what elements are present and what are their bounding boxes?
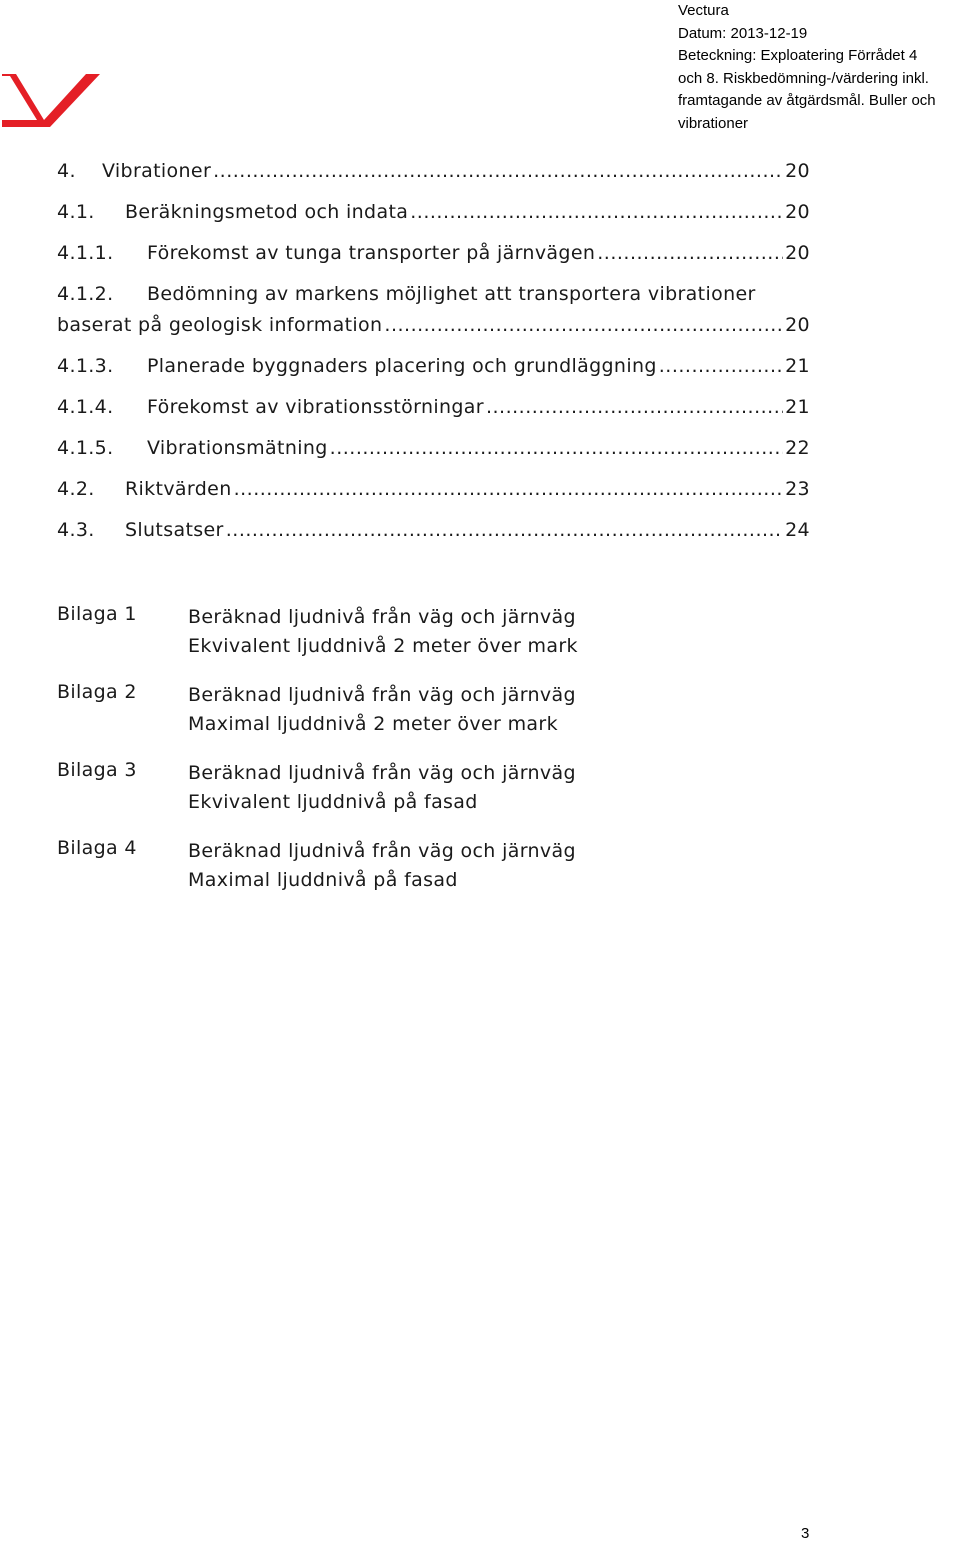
appendix-label: Bilaga 4 <box>57 837 137 859</box>
toc-leader <box>234 478 784 500</box>
vectura-logo-icon <box>2 74 100 132</box>
toc-page-number: 21 <box>785 355 810 377</box>
toc-title: Vibrationsmätning <box>147 437 328 459</box>
toc-number: 4. <box>57 160 76 182</box>
toc-number: 4.1. <box>57 201 95 223</box>
toc-page-number: 21 <box>785 396 810 418</box>
toc-leader <box>226 519 783 541</box>
toc-page-number: 20 <box>785 242 810 264</box>
toc-page-number: 20 <box>785 160 810 182</box>
toc-title: Beräkningsmetod och indata <box>125 201 409 223</box>
toc-leader <box>384 314 783 336</box>
header-designation-line-4: vibrationer <box>678 114 749 132</box>
toc-number: 4.3. <box>57 519 95 541</box>
toc-page-number: 23 <box>785 478 810 500</box>
toc-number: 4.1.2. <box>57 283 114 305</box>
toc-page-number: 24 <box>785 519 810 541</box>
toc-leader <box>597 242 783 264</box>
toc-title: Bedömning av markens möjlighet att transportera vibrationer <box>147 283 756 305</box>
toc-title: Riktvärden <box>125 478 232 500</box>
toc-entry[interactable] <box>57 519 810 549</box>
toc-number: 4.2. <box>57 478 95 500</box>
toc-page-number: 22 <box>785 437 810 459</box>
toc-title: Slutsatser <box>125 519 224 541</box>
toc-leader <box>213 160 783 182</box>
toc-title-continuation: baserat på geologisk information <box>57 314 383 336</box>
toc-entry[interactable] <box>57 478 810 508</box>
toc-title: Förekomst av vibrationsstörningar <box>147 396 484 418</box>
page-number: 3 <box>801 1525 810 1542</box>
appendix-line-2: Maximal ljuddnivå 2 meter över mark <box>188 713 558 735</box>
toc-entry[interactable] <box>57 396 810 426</box>
toc-entry[interactable] <box>57 242 810 272</box>
appendix-description <box>188 603 578 661</box>
header-date: Datum: 2013-12-19 <box>678 24 808 42</box>
header-designation-line-3: framtagande av åtgärdsmål. Buller och <box>678 92 936 110</box>
appendix-line-1: Beräknad ljudnivå från väg och järnväg <box>188 840 576 862</box>
appendix-description <box>188 759 576 817</box>
appendix-line-1: Beräknad ljudnivå från väg och järnväg <box>188 762 576 784</box>
toc-page-number: 20 <box>785 201 810 223</box>
appendix-description <box>188 837 576 895</box>
document-header <box>678 0 960 136</box>
appendix-line-2: Ekvivalent ljuddnivå 2 meter över mark <box>188 635 578 657</box>
toc-title: Förekomst av tunga transporter på järnvägen <box>147 242 596 264</box>
toc-page-number: 20 <box>785 314 810 336</box>
toc-entry[interactable] <box>57 283 810 313</box>
header-company: Vectura <box>678 2 729 19</box>
toc-number: 4.1.3. <box>57 355 114 377</box>
appendix-line-2: Maximal ljuddnivå på fasad <box>188 869 458 891</box>
toc-number: 4.1.4. <box>57 396 114 418</box>
toc-number: 4.1.5. <box>57 437 114 459</box>
toc-entry[interactable] <box>57 355 810 385</box>
appendix-label: Bilaga 1 <box>57 603 137 625</box>
header-designation-line-2: och 8. Riskbedömning-/värdering inkl. <box>678 69 929 87</box>
appendix-line-2: Ekvivalent ljuddnivå på fasad <box>188 791 478 813</box>
toc-title: Planerade byggnaders placering och grundläggning <box>147 355 657 377</box>
toc-leader <box>410 201 783 223</box>
toc-leader <box>659 355 783 377</box>
toc-entry[interactable] <box>57 201 810 231</box>
header-designation-line-1: Beteckning: Exploatering Förrådet 4 <box>678 47 918 65</box>
toc-entry[interactable] <box>57 160 810 190</box>
appendix-label: Bilaga 2 <box>57 681 137 703</box>
appendix-line-1: Beräknad ljudnivå från väg och järnväg <box>188 684 576 706</box>
toc-entry[interactable] <box>57 437 810 467</box>
toc-leader <box>486 396 783 418</box>
toc-leader <box>330 437 783 459</box>
toc-number: 4.1.1. <box>57 242 114 264</box>
appendix-description <box>188 681 576 739</box>
appendix-label: Bilaga 3 <box>57 759 137 781</box>
toc-entry-continuation[interactable] <box>57 314 810 344</box>
toc-title: Vibrationer <box>102 160 212 182</box>
appendix-line-1: Beräknad ljudnivå från väg och järnväg <box>188 606 576 628</box>
